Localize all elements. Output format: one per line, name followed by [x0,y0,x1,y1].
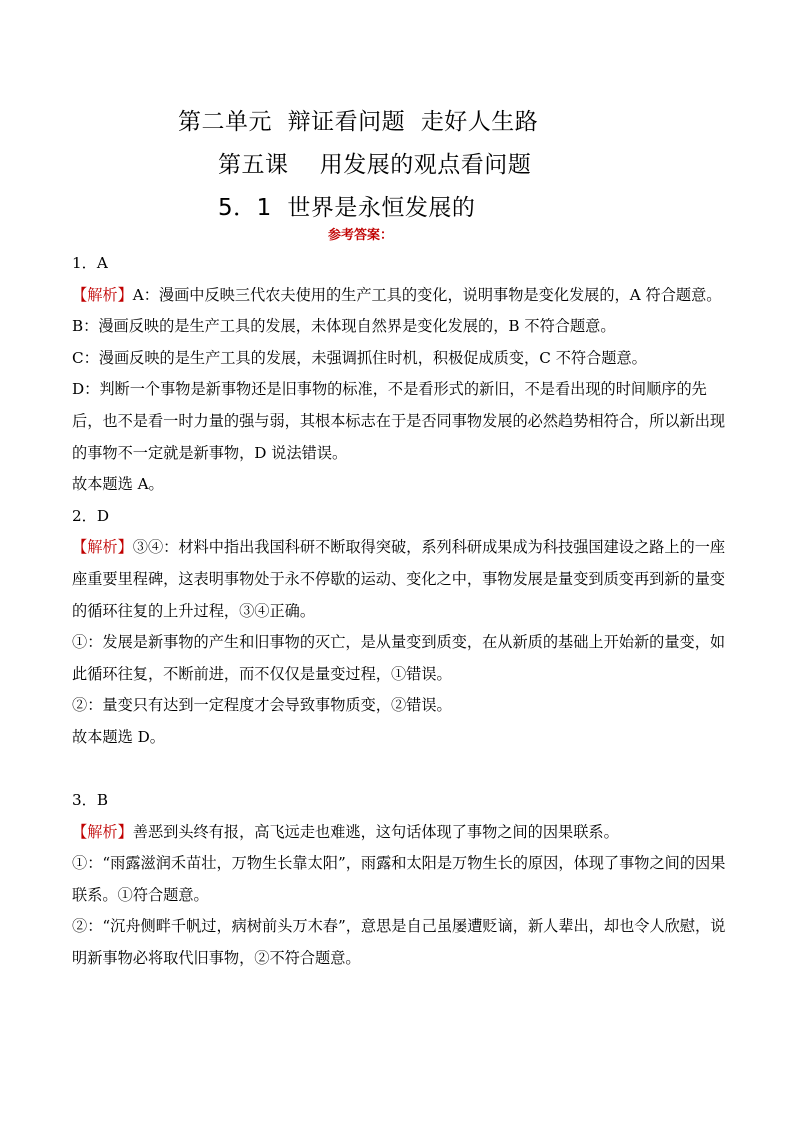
option-paragraph: ②：量变只有达到一定程度才会导致事物质变，②错误。 [72,696,452,715]
paragraph-text: A：漫画中反映三代农夫使用的生产工具的变化，说明事物是变化发展的，A 符合题意。 [132,285,722,304]
question-number: 3．B [72,791,109,810]
question-number: 1．A [72,254,108,272]
analysis-paragraph [72,532,732,627]
analysis-paragraph [72,280,732,312]
unit-title: 第二单元 辩证看问题 走好人生路 [178,109,539,135]
answer-label: 参考答案： [328,228,394,243]
analysis-tag: 【解析】 [72,285,133,304]
lesson-title: 第五课 用发展的观点看问题 [218,152,532,178]
paragraph-text: ③④：材料中指出我国科研不断取得突破，系列科研成果成为科技强国建设之路上的一座座重要里程碑，这表明事物处于永不停歇的运动、变化之中，事物发展是量变到质变再到新的量变的循环往复的上升过程，③④正确。 [72,538,726,620]
conclusion-paragraph: 故本题选 D。 [72,727,165,746]
spacer [72,754,732,786]
option-paragraph: ②：“沉舟侧畔千帆过，病树前头万木春”，意思是自己虽屡遭贬谪，新人辈出，却也令人欣慰，说明新事物必将取代旧事物，②不符合题意。 [72,917,726,968]
paragraph-text: 善恶到头终有报，高飞远走也难逃，这句话体现了事物之间的因果联系。 [132,822,619,841]
option-paragraph: B：漫画反映的是生产工具的发展，未体现自然界是变化发展的，B 不符合题意。 [72,317,616,336]
conclusion-paragraph: 故本题选 A。 [72,475,164,494]
option-paragraph: ①：“雨露滋润禾苗壮，万物生长靠太阳”，雨露和太阳是万物生长的原因，体现了事物之间的因果联系。①符合题意。 [72,854,726,904]
section-title: 5．1 世界是永恒发展的 [218,195,476,221]
analysis-tag: 【解析】 [72,538,133,557]
option-paragraph: C：漫画反映的是生产工具的发展，未强调抓住时机，积极促成质变，C 不符合题意。 [72,348,647,367]
analysis-paragraph [72,817,732,849]
option-paragraph: D：判断一个事物是新事物还是旧事物的标准，不是看形式的新旧，不是看出现的时间顺序的先后，也不是看一时力量的强与弱，其根本标志在于是否同事物发展的必然趋势相符合，所以新出现的事物不一定就是新事物，D 说法错误。 [72,380,726,462]
analysis-tag: 【解析】 [72,822,133,841]
question-number: 2．D [72,506,110,525]
answer-content [72,248,732,975]
option-paragraph: ①：发展是新事物的产生和旧事物的灭亡，是从量变到质变，在从新质的基础上开始新的量变，如此循环往复，不断前进，而不仅仅是量变过程，①错误。 [72,633,726,683]
